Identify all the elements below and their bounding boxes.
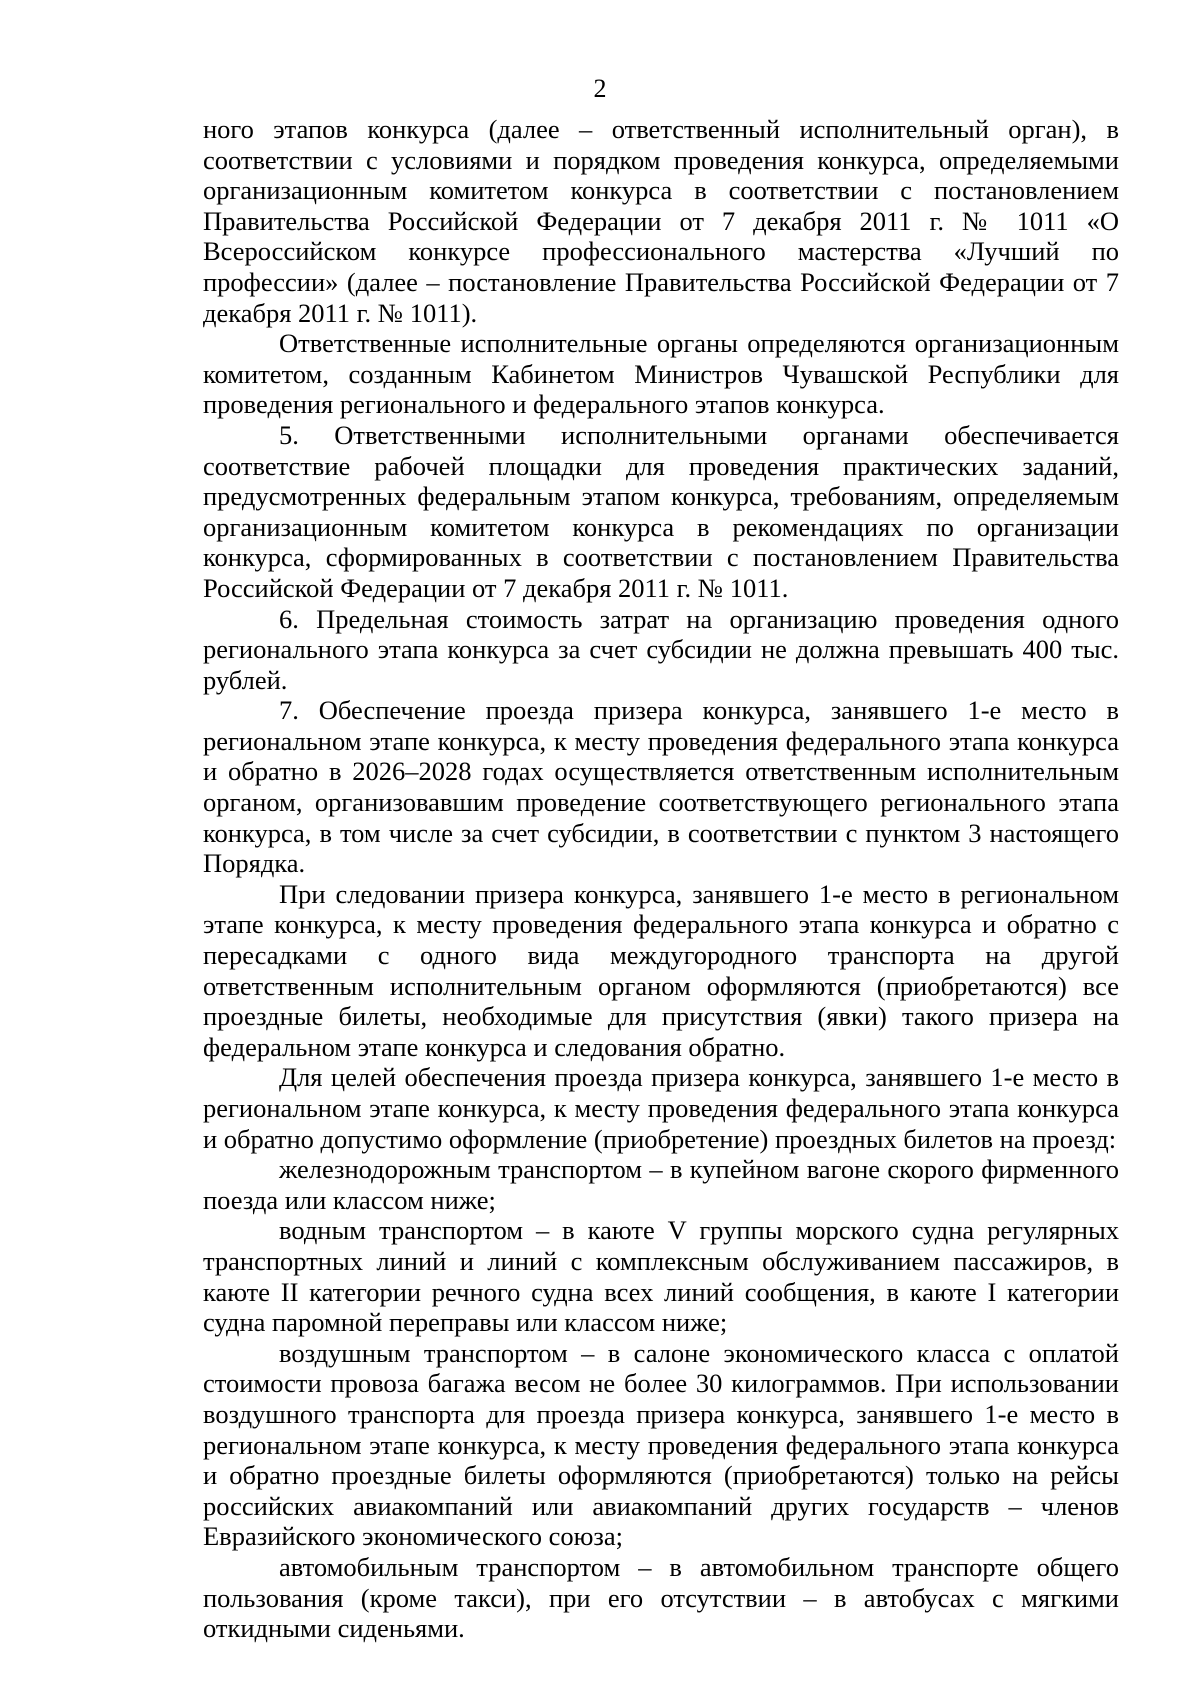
paragraph-continuation: ного этапов конкурса (далее – ответственный исполнительный орган), в соответствии с условиями и порядком проведения конкурса, определяемыми организационным комитетом конкурса в соответствии с постановлением Правительства Российской Федерации от 7 декабря 2011 г. № 1011 «О Всероссийском конкурсе профессионального мастерства «Лучший по профессии» (далее – постановление Правительства Российской Федерации от 7 декабря 2011 г. № 1011). bbox=[203, 114, 1119, 328]
paragraph-item-6: 6. Предельная стоимость затрат на организацию проведения одного регионального этапа конкурса за счет субсидии не должна превышать 400 тыс. рублей. bbox=[203, 603, 1119, 695]
paragraph-transfers: При следовании призера конкурса, занявшего 1-е место в региональном этапе конкурса, к месту проведения федерального этапа конкурса и обратно с пересадками с одного вида междугородного транспорта на другой ответственным исполнительным органом оформляются (приобретаются) все проездные билеты, необходимые для присутствия (явки) такого призера на федеральном этапе конкурса и следования обратно. bbox=[203, 878, 1119, 1062]
paragraph-item-7: 7. Обеспечение проезда призера конкурса, занявшего 1-е место в региональном этапе конкурса, к месту проведения федерального этапа конкурса и обратно в 2026–2028 годах осуществляется ответственным исполнительным органом, организовавшим проведение соответствующего регионального этапа конкурса, в том числе за счет субсидии, в соответствии с пунктом 3 настоящего Порядка. bbox=[203, 695, 1119, 879]
paragraph-water-transport: водным транспортом – в каюте V группы морского судна регулярных транспортных линий и линий с комплексным обслуживанием пассажиров, в каюте II категории речного судна всех линий сообщения, в каюте I категории судна паромной переправы или классом ниже; bbox=[203, 1215, 1119, 1338]
paragraph-executive-bodies: Ответственные исполнительные органы определяются организационным комитетом, созданным Кабинетом Министров Чувашской Республики для проведения регионального и федерального этапов конкурса. bbox=[203, 328, 1119, 420]
document-body bbox=[203, 114, 1119, 1644]
paragraph-rail-transport: железнодорожным транспортом – в купейном вагоне скорого фирменного поезда или классом ниже; bbox=[203, 1154, 1119, 1215]
page-number: 2 bbox=[593, 74, 607, 103]
paragraph-road-transport: автомобильным транспортом – в автомобильном транспорте общего пользования (кроме такси), при его отсутствии – в автобусах с мягкими откидными сиденьями. bbox=[203, 1551, 1119, 1644]
paragraph-item-5: 5. Ответственными исполнительными органами обеспечивается соответствие рабочей площадки для проведения практических заданий, предусмотренных федеральным этапом конкурса, требованиям, определяемым организационным комитетом конкурса в рекомендациях по организации конкурса, сформированных в соответствии с постановлением Правительства Российской Федерации от 7 декабря 2011 г. № 1011. bbox=[203, 419, 1119, 603]
paragraph-air-transport: воздушным транспортом – в салоне экономического класса с оплатой стоимости провоза багажа весом не более 30 килограммов. При использовании воздушного транспорта для проезда призера конкурса, занявшего 1-е место в региональном этапе конкурса, к месту проведения федерального этапа конкурса и обратно проездные билеты оформляются (приобретаются) только на рейсы российских авиакомпаний или авиакомпаний других государств – членов Евразийского экономического союза; bbox=[203, 1337, 1119, 1552]
paragraph-travel-purposes: Для целей обеспечения проезда призера конкурса, занявшего 1-е место в региональном этапе конкурса, к месту проведения федерального этапа конкурса и обратно допустимо оформление (приобретение) проездных билетов на проезд: bbox=[203, 1062, 1119, 1154]
